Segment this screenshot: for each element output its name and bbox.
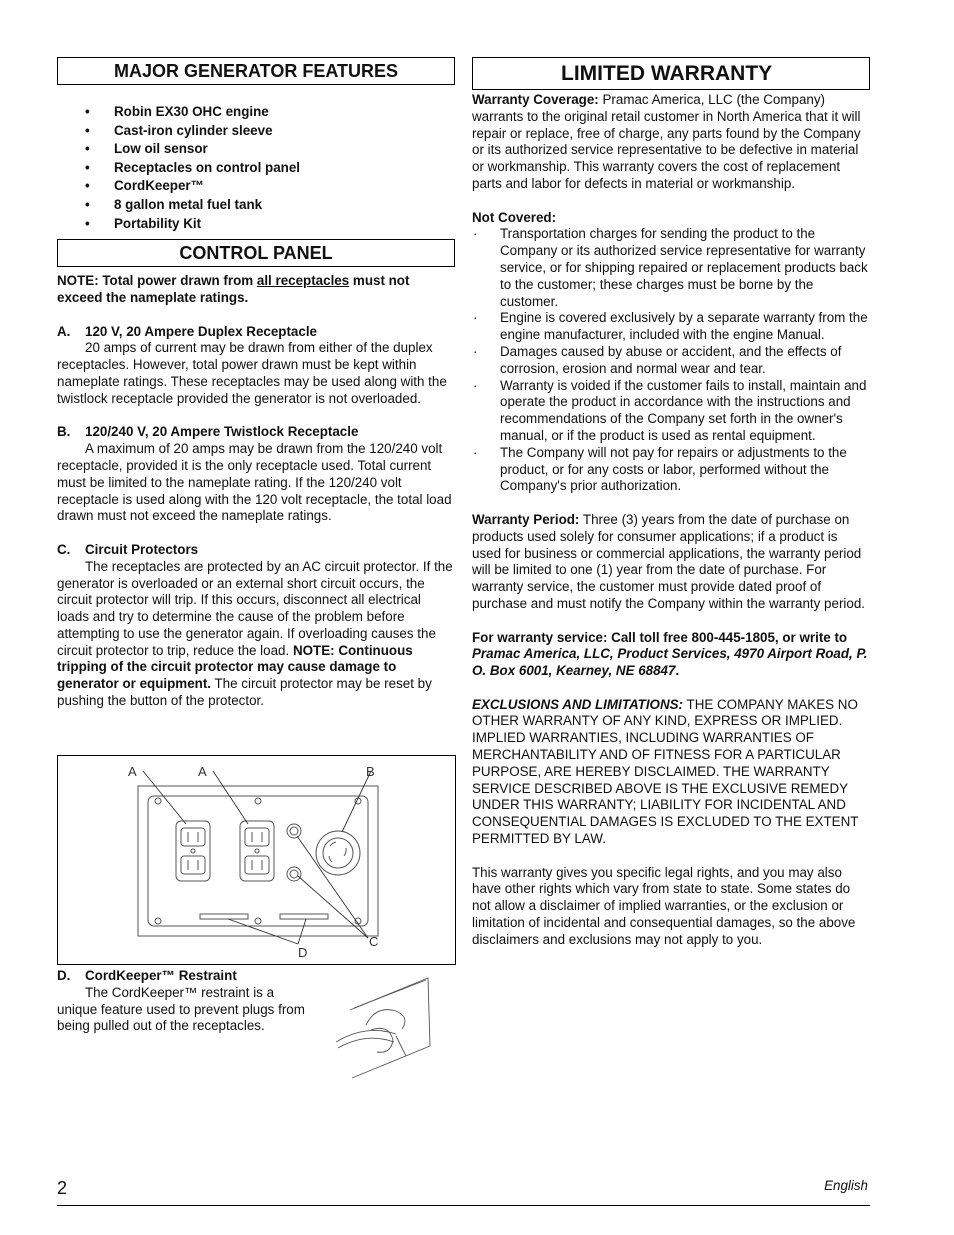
section-b-heading: B. 120/240 V, 20 Ampere Twistlock Receptacle: [57, 424, 359, 440]
section-d-body: The CordKeeper™ restraint is a unique feature used to prevent plugs from being pulled out of the receptacles.: [57, 984, 305, 1034]
control-panel-figure: [57, 755, 456, 965]
list-item: • 8 gallon metal fuel tank: [85, 196, 455, 215]
bullet: ·: [473, 343, 478, 359]
section-a-heading: A. 120 V, 20 Ampere Duplex Receptacle: [57, 323, 317, 339]
bullet: ·: [473, 226, 478, 242]
list-item: • Receptacles on control panel: [85, 159, 455, 178]
section-a-body: 20 amps of current may be drawn from either of the duplex receptacles. However, total power drawn must be kept within nameplate ratings. These receptacles may be used along with the twistlock receptacle provided the generator is not overloaded.: [57, 340, 447, 406]
section-c-body: The receptacles are protected by an AC circuit protector. If the generator is overloaded or an external short circuit occurs, the circuit protector will trip. If this occurs, disconnect all electrical loads and try to determine the cause of the problem before attempting to use the generator again. If overloading causes the circuit protector to trip, reduce the load. NOTE: Continuous tripping of the circuit protector may cause damage to generator or equipment. The circuit protector may be reset by pushing the button of the protector.: [57, 558, 453, 709]
leader-c1: [298, 876, 368, 938]
list-item: · Transportation charges for sending the product to the Company or its authorized service representative for warranty service, or for shipping repaired or replacement products back to the customer; these charges must be borne by the customer.: [473, 226, 868, 309]
bullet: •: [85, 122, 90, 138]
control-panel-diagram: [58, 756, 455, 964]
label-d: D: [298, 945, 308, 960]
leader-c2: [297, 836, 368, 938]
section-d: [57, 968, 317, 1035]
duplex-receptacle-right: [240, 821, 274, 881]
label-b: B: [366, 764, 375, 779]
list-item: • CordKeeper™: [85, 177, 455, 196]
list-item: • Portability Kit: [85, 215, 455, 234]
cordkeeper-figure: [336, 970, 446, 1082]
list-item: • Cast-iron cylinder sleeve: [85, 122, 455, 141]
bullet: •: [85, 196, 90, 212]
right-column: [472, 57, 870, 949]
leader-a2: [213, 771, 248, 824]
control-panel-heading: CONTROL PANEL: [57, 239, 455, 267]
cordkeeper-right: [280, 914, 328, 919]
left-column: [57, 57, 455, 710]
bullet: ·: [473, 377, 478, 393]
bullet: •: [85, 178, 90, 194]
duplex-receptacle-left: [176, 821, 210, 881]
list-item: · Damages caused by abuse or accident, and the effects of corrosion, erosion and normal wear and tear.: [473, 343, 842, 376]
features-list: [57, 103, 455, 233]
page-number: 2: [57, 1178, 68, 1198]
list-item: • Low oil sensor: [85, 140, 455, 159]
cordkeeper-left: [200, 914, 248, 919]
period-paragraph: Warranty Period: Three (3) years from the date of purchase on products used solely for consumer applications; if a product is used for business or commercial applications, the warranty period will be limited to one (1) year from the date of purchase. For warranty service, the customer must provide dated proof of purchase and must notify the Company within the warranty period.: [472, 511, 865, 611]
exclusions-paragraph: EXCLUSIONS AND LIMITATIONS: THE COMPANY MAKES NO OTHER WARRANTY OF ANY KIND, EXPRESS OR IMPLIED. IMPLIED WARRANTIES, INCLUDING WARRANTIES OF MERCHANTABILITY AND OF FITNESS FOR A PARTICULAR PURPOSE, ARE HEREBY DISCLAIMED. THE WARRANTY SERVICE DESCRIBED ABOVE IS THE EXCLUSIVE REMEDY UNDER THIS WARRANTY; LIABILITY FOR INCIDENTAL AND CONSEQUENTIAL DAMAGES IS EXCLUDED TO THE EXTENT PERMITTED BY LAW.: [472, 696, 859, 847]
bullet: •: [85, 141, 90, 157]
list-item: · Engine is covered exclusively by a separate warranty from the engine manufacturer, included with the engine Manual.: [473, 310, 868, 343]
rights-paragraph: This warranty gives you specific legal rights, and you may also have other rights which vary from state to state. Some states do not allow a disclaimer of implied warranties, or the exclusion or limitation of incidental and consequential damages, so the above disclaimers and exclusions may not apply to you.: [472, 864, 856, 947]
leader-d2: [298, 919, 306, 944]
list-item: · The Company will not pay for repairs or adjustments to the product, or for any costs or labor, performed without the Company's prior authorization.: [473, 444, 847, 494]
cordkeeper-illustration: [336, 970, 446, 1082]
not-covered-list: [472, 226, 870, 495]
label-c: C: [369, 934, 379, 949]
section-b-body: A maximum of 20 amps may be drawn from the 120/240 volt receptacle, provided it is the only receptacle used. Total current must be limited to the nameplate rating. If the 120/240 volt receptacle is used along with the 120 volt receptacle, the total load drawn must not exceed the nameplate ratings.: [57, 441, 452, 524]
bullet: ·: [473, 310, 478, 326]
note-paragraph: NOTE: Total power drawn from all receptacles must not exceed the nameplate ratings.: [57, 273, 410, 305]
label-a1: A: [128, 764, 137, 779]
label-a2: A: [198, 764, 207, 779]
section-d-heading: D. CordKeeper™ Restraint: [57, 968, 237, 983]
language-label: English: [824, 1178, 868, 1193]
service-paragraph: For warranty service: Call toll free 800-445-1805, or write to Pramac America, LLC, Product Services, 4970 Airport Road, P. O. Box 6001, Kearney, NE 68847.: [472, 629, 868, 679]
warranty-heading: LIMITED WARRANTY: [472, 57, 870, 90]
list-item: · Warranty is voided if the customer fails to install, maintain and operate the product in accordance with the instructions and recommendations of the Company set forth in the owner's manual, or if the product is used as rental equipment.: [473, 377, 867, 443]
circuit-protector-1: [287, 824, 301, 838]
features-heading: MAJOR GENERATOR FEATURES: [57, 57, 455, 85]
circuit-protector-2: [287, 867, 301, 881]
bullet: ·: [473, 444, 478, 460]
bullet: •: [85, 159, 90, 175]
twistlock-receptacle: [316, 831, 360, 875]
coverage-paragraph: Warranty Coverage: Pramac America, LLC (the Company) warrants to the original retail customer in North America that it will repair or replace, free of charge, any parts found by the Company or its authorized service representative to be defective in material or workmanship. This warranty covers the cost of replacement parts and labor for defects in material or workmanship.: [472, 92, 861, 191]
not-covered-heading: Not Covered:: [472, 209, 557, 225]
bullet: •: [85, 104, 90, 119]
bullet: •: [85, 215, 90, 231]
leader-d1: [228, 919, 298, 944]
list-item: • Robin EX30 OHC engine: [85, 103, 455, 122]
section-c-heading: C. Circuit Protectors: [57, 541, 199, 557]
leader-b: [342, 771, 371, 832]
footer-divider: [57, 1205, 870, 1206]
